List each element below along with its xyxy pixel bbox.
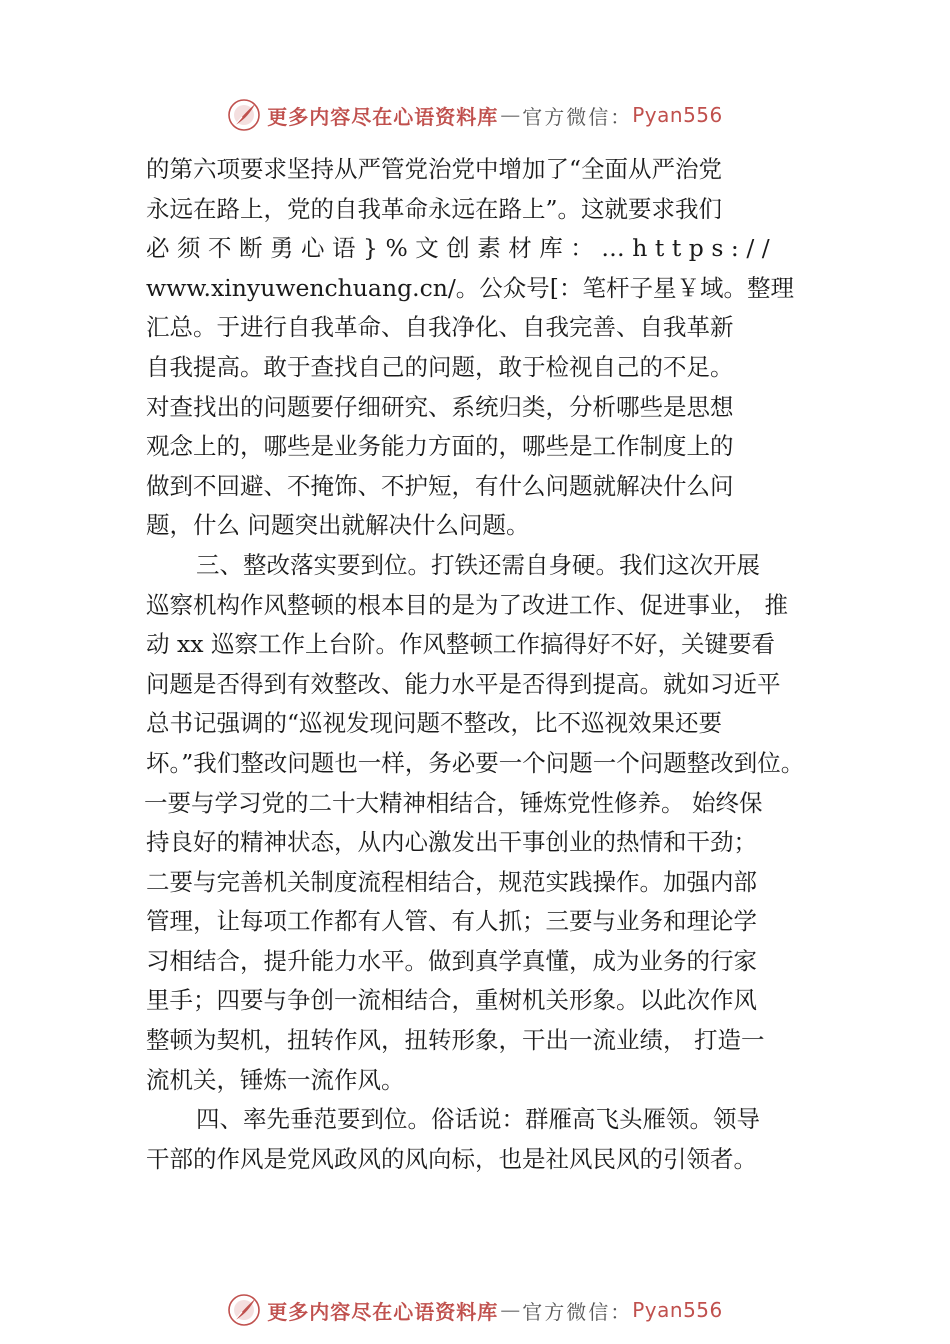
text-line: 题，什么 问题突出就解决什么问题。: [146, 511, 530, 540]
text-line: 观念上的，哪些是业务能力方面的，哪些是工作制度上的: [146, 432, 734, 461]
header-banner: [0, 95, 950, 135]
text-line: 干部的作风是党风政风的风向标，也是社风民风的引领者。: [146, 1144, 757, 1173]
text-line: 一要与学习党的二十大精神相结合，锤炼党性修养。 始终保: [144, 788, 763, 817]
text-line: 二要与完善机关制度流程相结合，规范实践操作。加强内部: [146, 867, 757, 896]
wechat-id: Pyan556: [632, 1298, 723, 1322]
banner-separator: —: [500, 1298, 521, 1322]
text-line: 自我提高。敢于查找自己的问题，敢于检视自己的不足。: [146, 352, 734, 381]
banner-separator: —: [500, 103, 521, 127]
text-line: 必须不断勇心语}%文创素材库：…https://: [146, 234, 778, 263]
text-line: www.xinyuwenchuang.cn/。公众号[：笔杆子星￥域。整理: [146, 273, 794, 302]
wechat-id: Pyan556: [632, 103, 723, 127]
text-line: 永远在路上，党的自我革命永远在路上”。这就要求我们: [146, 194, 723, 223]
text-line: 做到不回避、不掩饰、不护短，有什么问题就解决什么问: [146, 471, 734, 500]
quill-pen-icon: [227, 98, 261, 132]
text-line: 巡察机构作风整顿的根本目的是为了改进工作、促进事业， 推: [146, 590, 788, 619]
text-line: 的第六项要求坚持从严管党治党中增加了“全面从严治党: [146, 155, 723, 183]
text-line: 汇总。于进行自我革命、自我净化、自我完善、自我革新: [146, 313, 734, 342]
text-line: 管理，让每项工作都有人管、有人抓；三要与业务和理论学: [146, 907, 757, 936]
footer-banner: [0, 1290, 950, 1330]
text-line: 习相结合，提升能力水平。做到真学真懂，成为业务的行家: [146, 946, 757, 975]
wechat-label: 官方微信：: [522, 104, 633, 129]
document-body: [146, 150, 816, 1179]
text-line: 整顿为契机，扭转作风，扭转形象，干出一流业绩， 打造一: [146, 1026, 765, 1055]
paragraph-heading-line: 四、率先垂范要到位。俗话说：群雁高飞头雁领。领导: [196, 1105, 760, 1134]
text-line: 流机关，锤炼一流作风。: [146, 1065, 405, 1094]
quill-pen-icon: [227, 1293, 261, 1327]
text-line: 持良好的精神状态，从内心激发出干事创业的热情和干劲；: [146, 828, 757, 857]
text-line: 问题是否得到有效整改、能力水平是否得到提高。就如习近平: [146, 669, 781, 698]
text-line: 里手；四要与争创一流相结合，重树机关形象。以此次作风: [146, 986, 757, 1015]
site-name: 更多内容尽在心语资料库: [267, 1299, 499, 1324]
paragraph-heading-line: 三、整改落实要到位。打铁还需自身硬。我们这次开展: [196, 550, 760, 579]
wechat-label: 官方微信：: [522, 1299, 633, 1324]
text-line: 对查找出的问题要仔细研究、系统归类，分析哪些是思想: [146, 392, 734, 421]
text-line: 动 xx 巡察工作上台阶。作风整顿工作搞得好不好，关键要看: [146, 630, 775, 659]
text-line: 总书记强调的“巡视发现问题不整改，比不巡视效果还要: [146, 709, 723, 738]
site-name: 更多内容尽在心语资料库: [267, 104, 499, 129]
text-line: 坏。”我们整改问题也一样，务必要一个问题一个问题整改到位。: [146, 748, 805, 777]
